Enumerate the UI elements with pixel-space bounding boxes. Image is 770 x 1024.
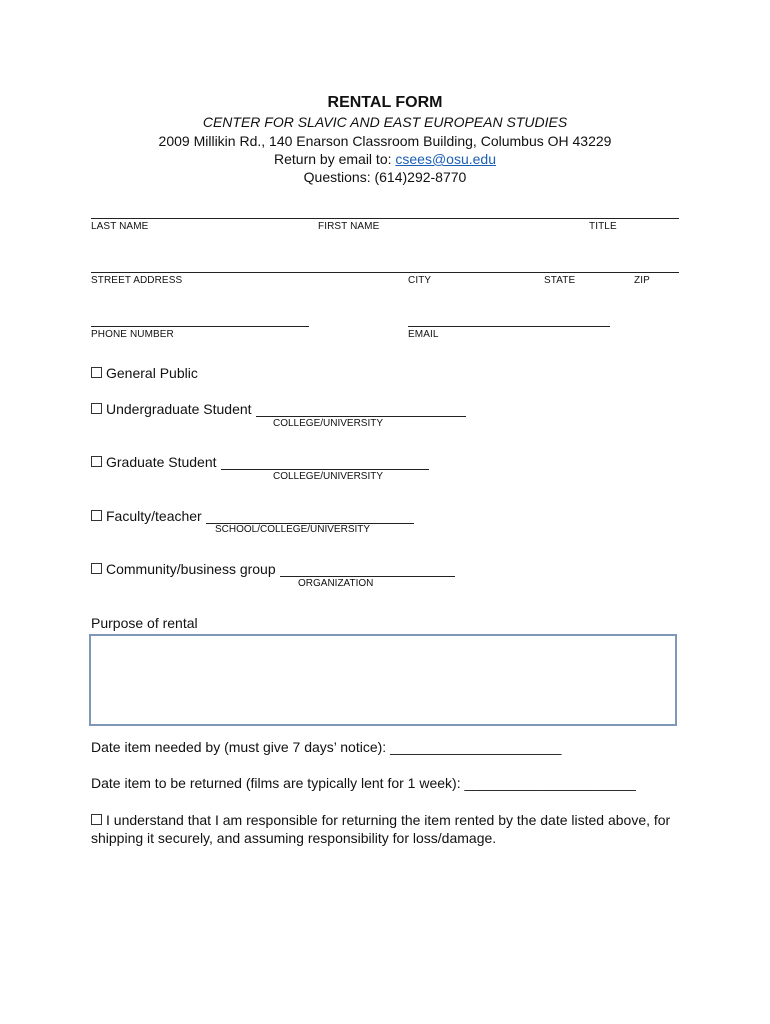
- checkbox-icon[interactable]: [91, 510, 102, 521]
- option-label: Community/business group: [106, 561, 276, 577]
- return-email-link[interactable]: csees@osu.edu: [395, 151, 496, 167]
- college-university-label: COLLEGE/UNIVERSITY: [273, 471, 384, 482]
- state-label: STATE: [544, 275, 576, 286]
- title-label: TITLE: [589, 221, 617, 232]
- option-graduate[interactable]: [91, 454, 429, 470]
- first-name-label: FIRST NAME: [318, 221, 380, 232]
- organization-input-line[interactable]: [280, 562, 455, 577]
- checkbox-icon[interactable]: [91, 563, 102, 574]
- name-line[interactable]: [91, 218, 679, 219]
- school-college-university-label: SCHOOL/COLLEGE/UNIVERSITY: [215, 524, 371, 535]
- option-undergraduate[interactable]: [91, 401, 466, 417]
- college-input-line[interactable]: [221, 455, 429, 470]
- city-label: CITY: [408, 275, 432, 286]
- return-prefix: Return by email to:: [274, 151, 396, 167]
- option-label: Undergraduate Student: [106, 401, 252, 417]
- street-address-label: STREET ADDRESS: [91, 275, 183, 286]
- questions-phone: Questions: (614)292-8770: [303, 169, 467, 185]
- form-title: RENTAL FORM: [327, 94, 443, 111]
- organization-label: ORGANIZATION: [298, 578, 374, 589]
- option-general-public[interactable]: [91, 365, 198, 381]
- zip-label: ZIP: [634, 275, 650, 286]
- option-faculty[interactable]: [91, 508, 414, 524]
- option-label: General Public: [106, 365, 198, 381]
- email-label: EMAIL: [408, 329, 439, 340]
- option-label: Graduate Student: [106, 454, 217, 470]
- agreement-text: I understand that I am responsible for returning the item rented by the date listed above, for shipping it securely, and assuming responsibility for loss/damage.: [91, 812, 671, 846]
- phone-number-label: PHONE NUMBER: [91, 329, 174, 340]
- date-returned-field[interactable]: Date item to be returned (films are typically lent for 1 week): ______________________: [91, 775, 636, 791]
- purpose-textarea[interactable]: [89, 634, 677, 726]
- last-name-label: LAST NAME: [91, 221, 149, 232]
- organization-name: CENTER FOR SLAVIC AND EAST EUROPEAN STUDIES: [202, 114, 568, 130]
- email-line[interactable]: [408, 326, 610, 327]
- checkbox-icon[interactable]: [91, 403, 102, 414]
- checkbox-icon[interactable]: [91, 456, 102, 467]
- return-instructions: [0, 151, 770, 167]
- college-input-line[interactable]: [256, 402, 466, 417]
- option-community[interactable]: [91, 561, 455, 577]
- option-label: Faculty/teacher: [106, 508, 202, 524]
- organization-address: 2009 Millikin Rd., 140 Enarson Classroom Building, Columbus OH 43229: [158, 133, 612, 149]
- purpose-label: Purpose of rental: [91, 615, 198, 631]
- date-needed-field[interactable]: Date item needed by (must give 7 days’ notice): ______________________: [91, 739, 562, 755]
- college-university-label: COLLEGE/UNIVERSITY: [273, 418, 384, 429]
- agreement-checkbox-row[interactable]: [91, 811, 691, 847]
- checkbox-icon[interactable]: [91, 367, 102, 378]
- school-input-line[interactable]: [206, 509, 414, 524]
- checkbox-icon[interactable]: [91, 814, 102, 825]
- address-line[interactable]: [91, 272, 679, 273]
- phone-line[interactable]: [91, 326, 309, 327]
